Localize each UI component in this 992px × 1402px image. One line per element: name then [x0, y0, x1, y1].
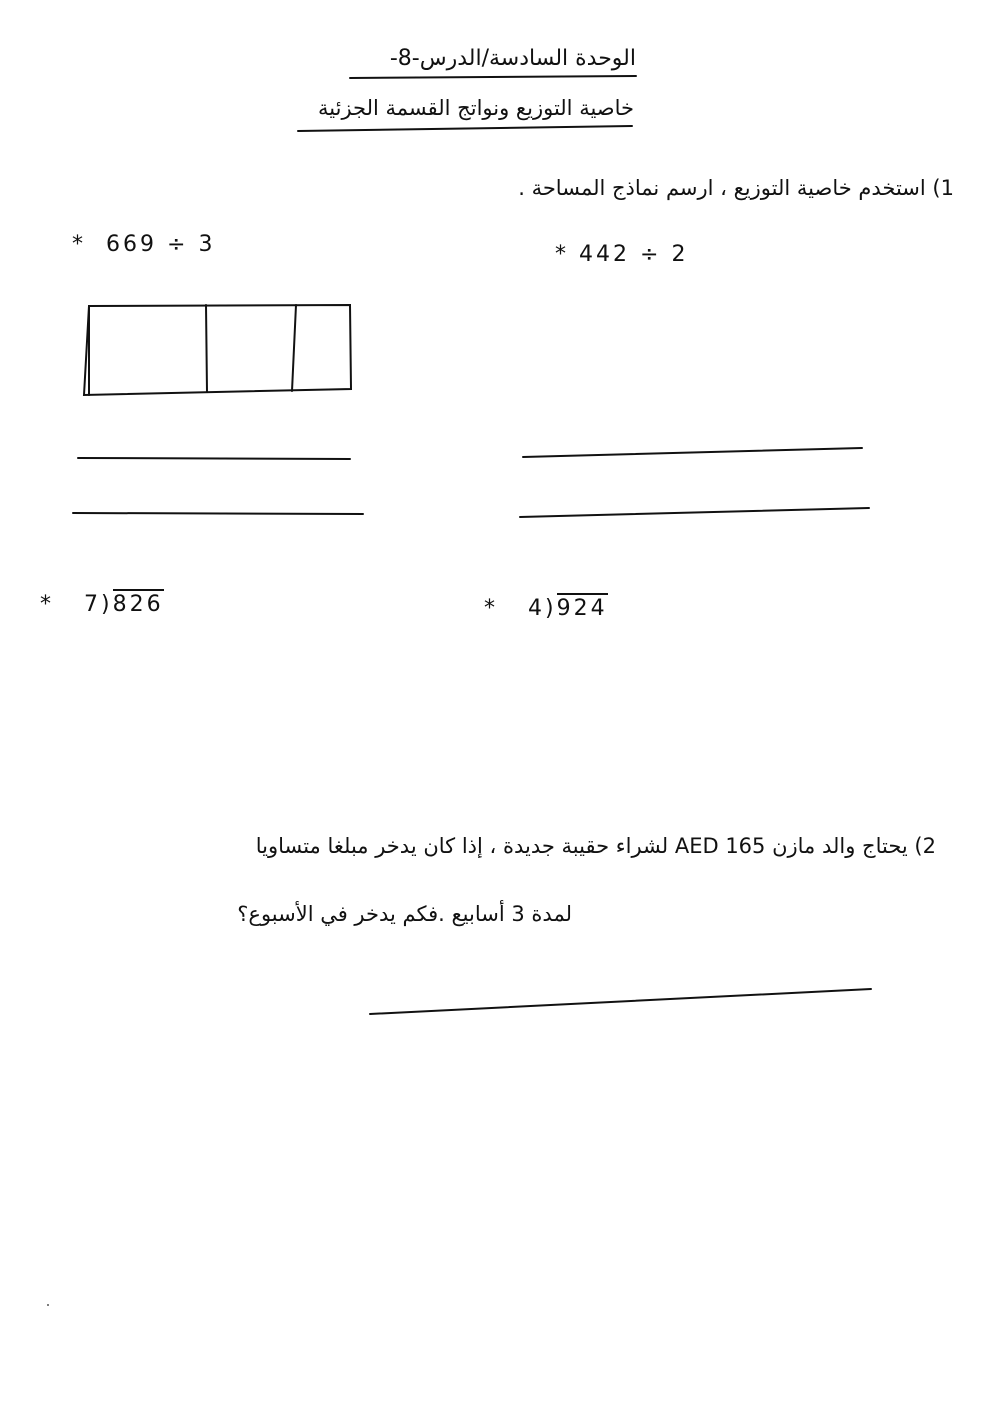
- answer-line-right-2[interactable]: [520, 508, 869, 517]
- lesson-topic-title: خاصية التوزيع ونواتج القسمة الجزئية: [318, 96, 634, 120]
- area-model-divider-2: [292, 305, 296, 391]
- area-model-divider-1: [206, 305, 207, 392]
- answer-line-left-1[interactable]: [78, 458, 350, 459]
- answer-line-question-2[interactable]: [370, 989, 871, 1014]
- unit-lesson-title: الوحدة السادسة/الدرس-8-: [389, 46, 636, 71]
- exercise-marker: *: [40, 592, 54, 617]
- division-sign: ÷: [167, 232, 189, 257]
- exercise-dividend: 669: [106, 232, 157, 257]
- exercise-dividend: 826: [113, 589, 164, 617]
- exercise-divisor: 2: [671, 242, 689, 267]
- title-2-underline: [298, 126, 632, 131]
- stray-dot: [47, 1304, 49, 1306]
- exercise-dividend: 442: [579, 242, 630, 267]
- title-1-underline: [350, 76, 636, 78]
- answer-line-left-2[interactable]: [73, 513, 363, 514]
- exercise-divisor: 3: [198, 232, 216, 257]
- area-model-rectangle: [84, 305, 351, 395]
- exercise-marker: *: [72, 232, 86, 257]
- question-2-line-2: لمدة 3 أسابيع .فكم يدخر في الأسبوع؟: [237, 902, 572, 926]
- answer-line-right-1[interactable]: [523, 448, 862, 457]
- question-1-number: 1): [932, 176, 954, 200]
- exercise-dividend: 924: [557, 593, 608, 621]
- question-1-text: استخدم خاصية التوزيع ، ارسم نماذج المساحة .: [518, 176, 926, 200]
- division-sign: ÷: [640, 242, 662, 267]
- long-division-bracket: ): [544, 596, 557, 621]
- question-2-number: 2): [914, 834, 936, 858]
- exercise-divisor: 7: [83, 592, 101, 617]
- exercise-marker: *: [484, 596, 498, 621]
- long-division-bracket: ): [100, 592, 113, 617]
- exercise-divisor: 4: [527, 596, 545, 621]
- exercise-marker: *: [555, 242, 569, 267]
- question-2-text-1: يحتاج والد مازن AED 165 لشراء حقيبة جديدة ، إذا كان يدخر مبلغا متساويا: [255, 834, 908, 858]
